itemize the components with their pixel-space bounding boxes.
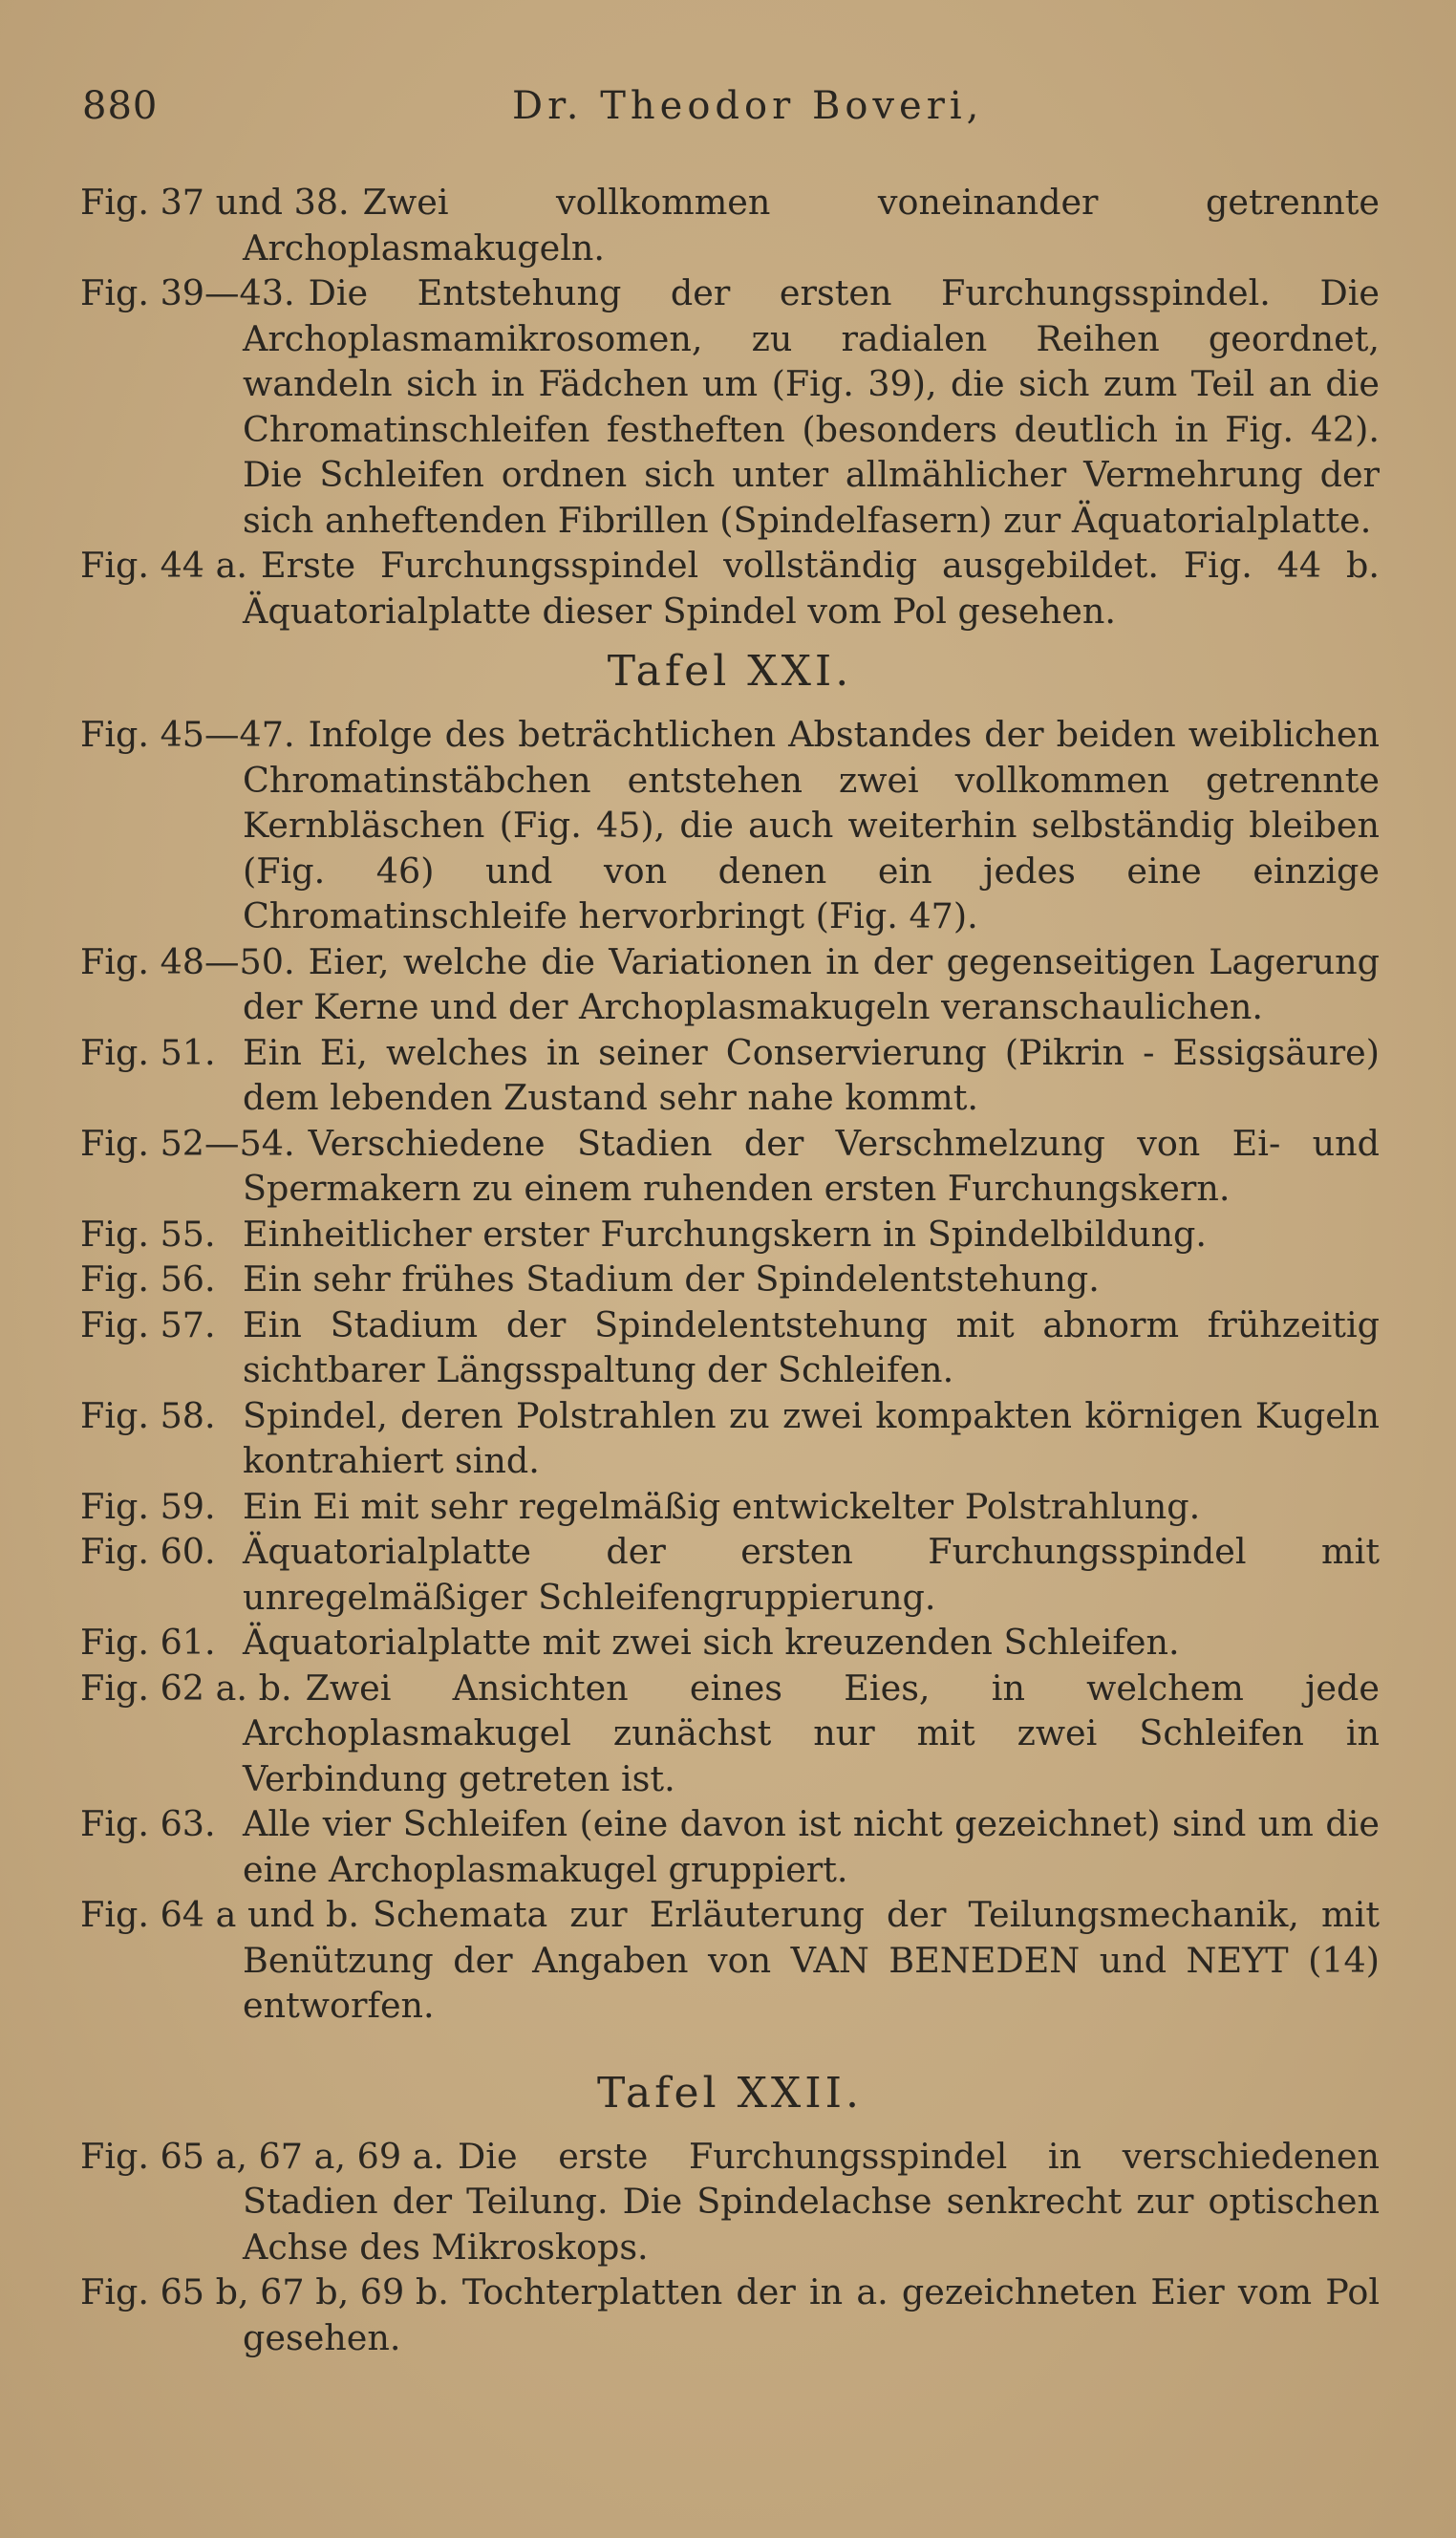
figure-entry bbox=[80, 1030, 1380, 1121]
figure-description: Alle vier Schleifen (eine davon ist nicht gezeichnet) sind um die eine Archoplasmakugel gruppiert. bbox=[243, 1803, 1380, 1890]
figure-description: Ein sehr frühes Stadium der Spindelentstehung. bbox=[243, 1258, 1100, 1300]
page-number: 880 bbox=[82, 84, 159, 128]
figure-entry bbox=[80, 270, 1380, 543]
figure-description: Zwei Ansichten eines Eies, in welchem jede Archoplasmakugel zunächst nur mit zwei Schleifen in Verbindung getreten ist. bbox=[243, 1667, 1380, 1799]
figure-label: Fig. 52—54. bbox=[80, 1122, 295, 1164]
figure-entry bbox=[80, 1393, 1380, 1484]
figure-label: Fig. 64 a und b. bbox=[80, 1894, 359, 1935]
figure-description: Zwei vollkommen voneinander getrennte Archoplasmakugeln. bbox=[243, 182, 1380, 269]
figure-entry bbox=[80, 1529, 1380, 1620]
figure-entry bbox=[80, 1666, 1380, 1802]
figure-description: Äquatorialplatte der ersten Furchungsspindel mit unregelmäßiger Schleifengruppierung. bbox=[243, 1531, 1380, 1618]
figure-list-xxi bbox=[80, 712, 1380, 2029]
figure-description: Einheitlicher erster Furchungskern in Spindelbildung. bbox=[243, 1213, 1207, 1255]
page-header bbox=[82, 84, 1374, 141]
figure-description: Infolge des beträchtlichen Abstandes der beiden weiblichen Chromatinstäbchen entstehen zwei vollkommen getrennte Kernbläschen (Fig. 45), die auch weiterhin selbständig bleiben (Fig. 46) und von denen ein jedes eine einzige Chromatinschleife hervorbringt (Fig. 47). bbox=[243, 714, 1380, 936]
figure-entry bbox=[80, 712, 1380, 939]
figure-label: Fig. 63. bbox=[80, 1803, 216, 1844]
figure-description: Schemata zur Erläuterung der Teilungsmechanik, mit Benützung der Angaben von VAN BENEDEN und NEYT (14) entworfen. bbox=[243, 1894, 1380, 2026]
figure-label: Fig. 51. bbox=[80, 1031, 216, 1073]
figure-description: Ein Ei mit sehr regelmäßig entwickelter Polstrahlung. bbox=[243, 1485, 1201, 1527]
figure-label: Fig. 59. bbox=[80, 1485, 216, 1527]
figure-entry bbox=[80, 1484, 1380, 1530]
figure-label: Fig. 45—47. bbox=[80, 714, 295, 755]
figure-list-xxii bbox=[80, 2134, 1380, 2361]
figure-entry bbox=[80, 939, 1380, 1030]
figure-label: Fig. 65 b, 67 b, 69 b. bbox=[80, 2271, 449, 2312]
figure-entry bbox=[80, 2269, 1380, 2360]
plate-heading-xxii: Tafel XXII. bbox=[597, 2068, 863, 2118]
figure-entry bbox=[80, 1257, 1380, 1302]
figure-entry bbox=[80, 1302, 1380, 1393]
figure-entry bbox=[80, 1892, 1380, 2029]
figure-entry bbox=[80, 543, 1380, 634]
figure-description: Tochterplatten der in a. gezeichneten Eier vom Pol gesehen. bbox=[243, 2271, 1380, 2358]
figure-label: Fig. 48—50. bbox=[80, 940, 295, 982]
running-title: Dr. Theodor Boveri, bbox=[512, 84, 984, 128]
figure-label: Fig. 37 und 38. bbox=[80, 182, 350, 223]
figure-label: Fig. 62 a. b. bbox=[80, 1667, 292, 1709]
figure-entry bbox=[80, 1801, 1380, 1892]
figure-entry bbox=[80, 1121, 1380, 1212]
figure-entry bbox=[80, 1620, 1380, 1666]
figure-entry bbox=[80, 180, 1380, 270]
figure-description: Eier, welche die Variationen in der gegenseitigen Lagerung der Kerne und der Archoplasmakugeln veranschaulichen. bbox=[243, 940, 1380, 1027]
figure-entry bbox=[80, 1212, 1380, 1258]
plate-heading-xxi: Tafel XXI. bbox=[607, 647, 853, 696]
figure-label: Fig. 55. bbox=[80, 1213, 216, 1255]
figure-list-top bbox=[80, 180, 1380, 634]
figure-label: Fig. 65 a, 67 a, 69 a. bbox=[80, 2135, 445, 2177]
figure-label: Fig. 39—43. bbox=[80, 272, 295, 313]
figure-description: Die erste Furchungsspindel in verschiedenen Stadien der Teilung. Die Spindelachse senkrecht zur optischen Achse des Mikroskops. bbox=[243, 2135, 1380, 2268]
figure-description: Äquatorialplatte mit zwei sich kreuzenden Schleifen. bbox=[243, 1622, 1180, 1663]
figure-description: Erste Furchungsspindel vollständig ausgebildet. Fig. 44 b. Äquatorialplatte dieser Spindel vom Pol gesehen. bbox=[243, 545, 1380, 632]
figure-label: Fig. 61. bbox=[80, 1622, 216, 1663]
figure-entry bbox=[80, 2134, 1380, 2270]
figure-description: Spindel, deren Polstrahlen zu zwei kompakten körnigen Kugeln kontrahiert sind. bbox=[243, 1394, 1380, 1481]
figure-description: Ein Stadium der Spindelentstehung mit abnorm frühzeitig sichtbarer Längsspaltung der Schleifen. bbox=[243, 1303, 1380, 1390]
figure-legend bbox=[80, 180, 1380, 2360]
figure-label: Fig. 56. bbox=[80, 1258, 216, 1300]
figure-label: Fig. 60. bbox=[80, 1531, 216, 1572]
figure-label: Fig. 57. bbox=[80, 1303, 216, 1345]
figure-label: Fig. 44 a. bbox=[80, 545, 247, 586]
figure-description: Verschiedene Stadien der Verschmelzung von Ei- und Spermakern zu einem ruhenden ersten Furchungskern. bbox=[243, 1122, 1380, 1209]
figure-label: Fig. 58. bbox=[80, 1394, 216, 1436]
figure-description: Ein Ei, welches in seiner Conservierung (Pikrin - Essigsäure) dem lebenden Zustand sehr nahe kommt. bbox=[243, 1031, 1380, 1118]
figure-description: Die Entstehung der ersten Furchungsspindel. Die Archoplasmamikrosomen, zu radialen Reihen geordnet, wandeln sich in Fädchen um (Fig. 39), die sich zum Teil an die Chromatinschleifen festheften (besonders deutlich in Fig. 42). Die Schleifen ordnen sich unter allmählicher Vermehrung der sich anheftenden Fibrillen (Spindelfasern) zur Äquatorialplatte. bbox=[243, 272, 1380, 541]
